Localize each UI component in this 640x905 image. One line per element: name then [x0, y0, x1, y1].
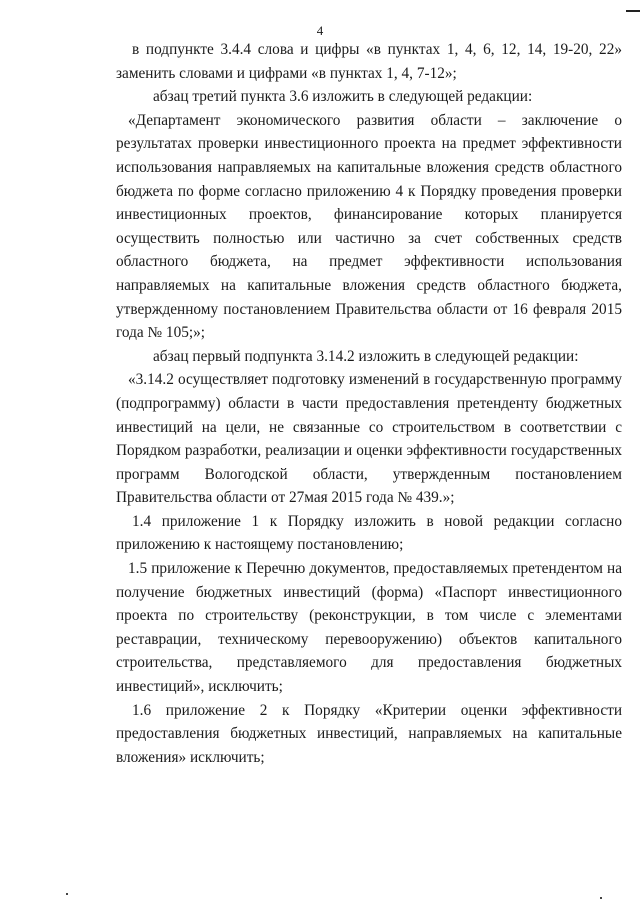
scan-speck: [66, 893, 68, 895]
paragraph-subclause-3-14-2-intro: абзац первый подпункта 3.14.2 изложить в следующей редакции:: [153, 347, 579, 365]
paragraph-clause-3-6-intro: абзац третий пункта 3.6 изложить в следующей редакции:: [153, 88, 533, 106]
page-number: 4: [316, 23, 324, 38]
paragraph-item-1-6: 1.6 приложение 2 к Порядку «Критерии оценки эффективности предоставления бюджетных инвестиций, направляемых на капитальные вложения» исключить;: [116, 701, 622, 766]
paragraph-clause-3-6-text: «Департамент экономического развития области – заключение о результатах проверки инвестиционного проекта на предмет эффективности использования направляемых на капитальные вложения средств областного бюджета по форме согласно приложению 4 к Порядку проведения проверки инвестиционных проектов, финансирование которых планируется осуществить полностью или частично за счет собственных средств областного бюджета, на предмет эффективности использования направляемых на капитальные вложения средств областного бюджета, утвержденному постановлением Правительства области от 16 февраля 2015 года № 105;»;: [116, 111, 622, 342]
scan-speck: [600, 897, 602, 899]
paragraph-item-1-4: 1.4 приложение 1 к Порядку изложить в новой редакции согласно приложению к настоящему постановлению;: [116, 512, 622, 554]
scan-edge-mark: [626, 10, 640, 12]
paragraph-item-1-5: 1.5 приложение к Перечню документов, предоставляемых претендентом на получение бюджетных инвестиций (форма) «Паспорт инвестиционного проекта по строительству (реконструкции, в том числе с элементами реставрации, техническому перевооружению) объектов капитального строительства, представляемого для предоставления бюджетных инвестиций», исключить;: [116, 560, 622, 696]
document-body: [116, 38, 622, 769]
paragraph-subclause-3-14-2-text: «3.14.2 осуществляет подготовку изменений в государственную программу (подпрограмму) области в части предоставления претенденту бюджетных инвестиций на цели, не связанные со строительством в соответствии с Порядком разработки, реализации и оценки эффективности государственных программ Вологодской области, утвержденным постановлением Правительства области от 27мая 2015 года № 439.»;: [116, 371, 622, 507]
paragraph-subclause-3-4-4: в подпункте 3.4.4 слова и цифры «в пунктах 1, 4, 6, 12, 14, 19-20, 22» заменить словами и цифрами «в пунктах 1, 4, 7-12»;: [116, 41, 622, 82]
